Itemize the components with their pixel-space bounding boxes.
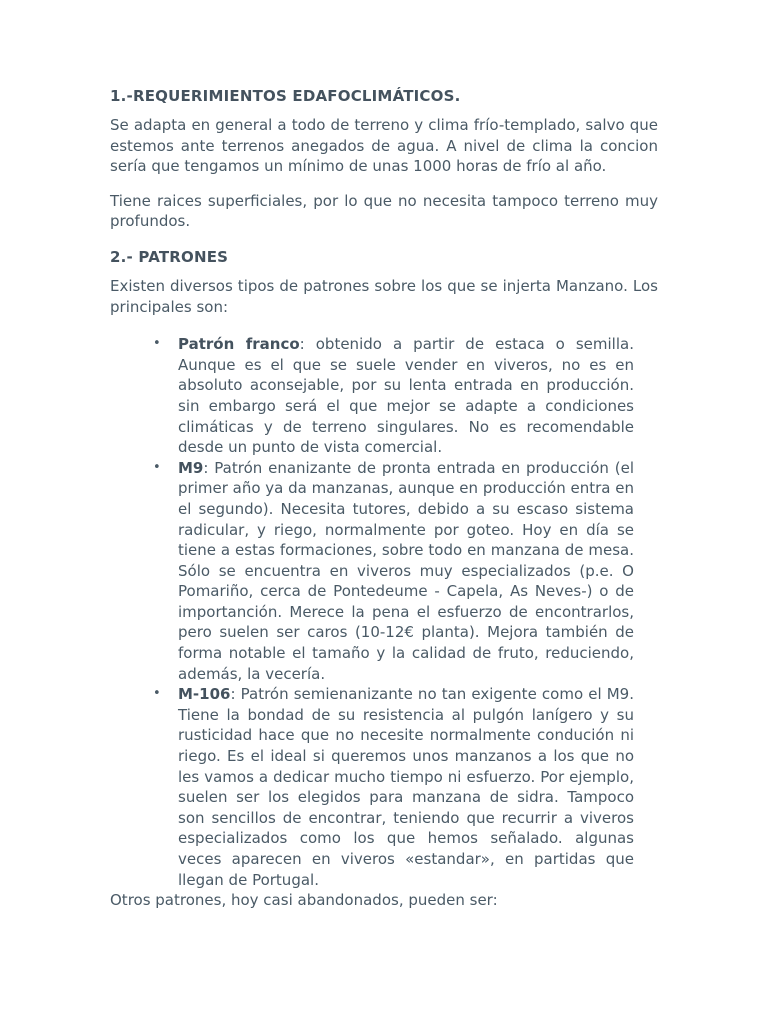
list-item-patron-franco — [153, 334, 634, 458]
description-m9: : Patrón enanizante de pronta entrada en producción (el primer año ya da manzanas, aunque en producción entra en el segundo). Necesita tutores, debido a su escaso sistema radicular, y riego, normalmente por goteo. Hoy en día se tiene a estas formaciones, sobre todo en manzana de mesa. Sólo se encuentra en viveros muy especializados (p.e. O Pomariño, cerca de Pontedeume - Capela, As Neves-) o de importanción. Merece la pena el esfuerzo de encontrarlos, pero suelen ser caros (10-12€ planta). Mejora también de forma notable el tamaño y la calidad de fruto, reduciendo, además, la vecería. — [178, 458, 634, 683]
bullet-icon: • — [153, 336, 161, 352]
paragraph-clima: Se adapta en general a todo de terreno y clima frío-templado, salvo que estemos ante terrenos anegados de agua. A nivel de clima la concion sería que tengamos un mínimo de unas 1000 horas de frío al año. — [110, 116, 658, 176]
term-m106: M-106 — [178, 685, 231, 704]
list-item-m9 — [153, 458, 634, 685]
paragraph-patrones-intro: Existen diversos tipos de patrones sobre los que se injerta Manzano. Los principales son: — [110, 276, 658, 316]
document-page — [110, 86, 658, 911]
paragraph-raices: Tiene raices superficiales, por lo que no necesita tampoco terreno muy profundos. — [110, 191, 658, 231]
patrones-list — [110, 334, 634, 890]
paragraph-otros-patrones: Otros patrones, hoy casi abandonados, pueden ser: — [110, 891, 498, 910]
bullet-icon: • — [153, 459, 161, 475]
term-m9: M9 — [178, 458, 204, 477]
term-patron-franco: Patrón franco — [178, 335, 300, 354]
description-m106: : Patrón semienanizante no tan exigente como el M9. Tiene la bondad de su resistencia al pulgón lanígero y su rusticidad hace que no necesite normalmente condución ni riego. Es el ideal si queremos unos manzanos a los que no les vamos a dedicar mucho tiempo ni esfuerzo. Por ejemplo, suelen ser los elegidos para manzana de sidra. Tampoco son sencillos de encontrar, teniendo que recurrir a viveros especializados como los que hemos señalado. algunas veces aparecen en viveros «estandar», en partidas que llegan de Portugal. — [178, 685, 634, 889]
description-patron-franco: : obtenido a partir de estaca o semilla. Aunque es el que se suele vender en viveros, no es en absoluto aconsejable, por su lenta entrada en producción. sin embargo será el que mejor se adapte a condiciones climáticas y de terreno singulares. No es recomendable desde un punto de vista comercial. — [178, 335, 634, 457]
section-heading-requerimientos: 1.-REQUERIMIENTOS EDAFOCLIMÁTICOS. — [110, 87, 461, 105]
section-heading-patrones: 2.- PATRONES — [110, 247, 229, 266]
list-item-m106 — [153, 684, 634, 890]
bullet-icon: • — [153, 686, 161, 702]
